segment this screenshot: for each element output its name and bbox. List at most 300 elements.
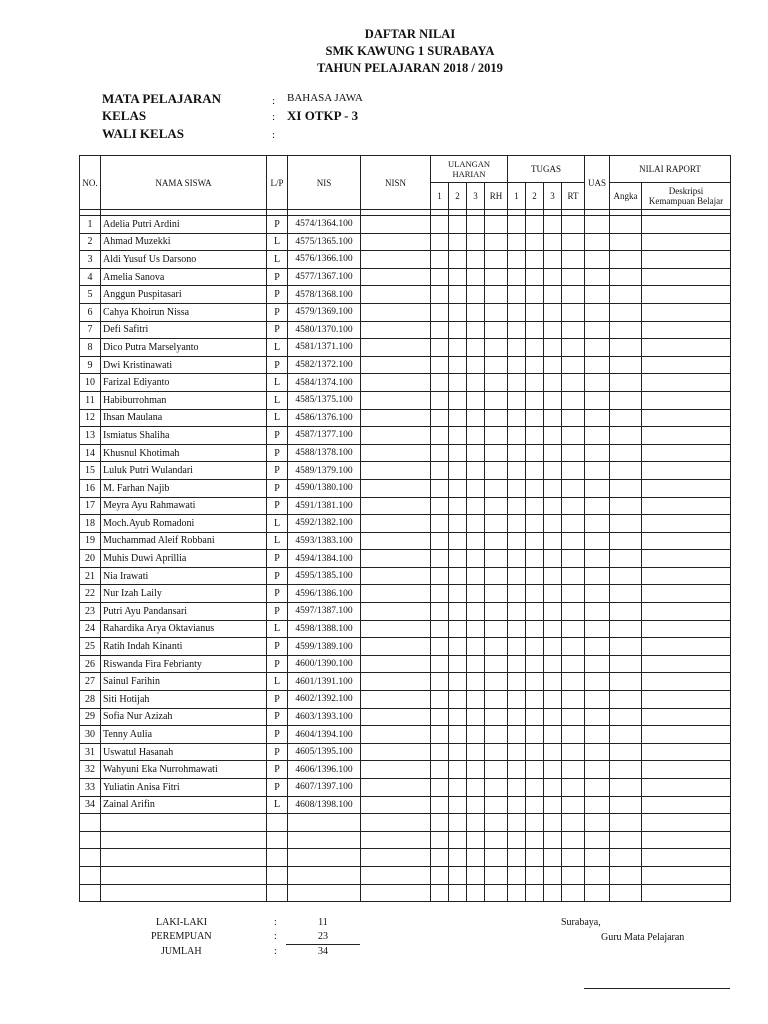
grade-cell — [526, 585, 544, 603]
grade-cell — [485, 268, 508, 286]
academic-year: TAHUN PELAJARAN 2018 / 2019 — [317, 61, 503, 75]
empty-cell — [288, 849, 361, 867]
grade-cell — [449, 427, 467, 445]
student-gender: L — [267, 391, 288, 409]
grade-cell — [467, 603, 485, 621]
grade-cell — [508, 497, 526, 515]
empty-cell — [101, 866, 267, 884]
grade-cell — [610, 462, 642, 480]
grade-cell — [526, 409, 544, 427]
grade-cell — [431, 708, 449, 726]
grade-cell — [544, 532, 562, 550]
empty-cell — [585, 849, 610, 867]
grade-cell — [467, 356, 485, 374]
empty-cell — [508, 814, 526, 832]
student-nis: 4603/1393.100 — [288, 708, 361, 726]
grade-cell — [544, 303, 562, 321]
grade-cell — [526, 391, 544, 409]
grade-cell — [449, 761, 467, 779]
grade-cell — [508, 673, 526, 691]
empty-cell — [485, 831, 508, 849]
row-number: 12 — [80, 409, 101, 427]
grade-cell — [449, 444, 467, 462]
grade-cell — [449, 462, 467, 480]
grade-cell — [562, 444, 585, 462]
table-row — [80, 444, 731, 462]
grade-cell — [361, 550, 431, 568]
student-name: Ratih Indah Kinanti — [101, 638, 267, 656]
grade-cell — [485, 726, 508, 744]
grade-cell — [526, 620, 544, 638]
table-row — [80, 303, 731, 321]
student-name: Rahardika Arya Oktavianus — [101, 620, 267, 638]
grade-cell — [585, 462, 610, 480]
sum-line — [286, 944, 360, 945]
empty-cell — [449, 866, 467, 884]
grade-cell — [449, 356, 467, 374]
student-gender: P — [267, 603, 288, 621]
grade-cell — [562, 216, 585, 234]
grade-cell — [485, 251, 508, 269]
grade-cell — [526, 603, 544, 621]
empty-cell — [288, 814, 361, 832]
grade-cell — [485, 796, 508, 814]
grade-cell — [585, 708, 610, 726]
grade-cell — [449, 691, 467, 709]
grade-cell — [544, 638, 562, 656]
student-gender: P — [267, 567, 288, 585]
student-gender: L — [267, 374, 288, 392]
empty-cell — [544, 884, 562, 902]
grade-cell — [610, 691, 642, 709]
table-row — [80, 409, 731, 427]
grade-cell — [585, 444, 610, 462]
grade-cell — [544, 374, 562, 392]
student-nis: 4598/1388.100 — [288, 620, 361, 638]
grade-cell — [544, 726, 562, 744]
empty-cell — [288, 866, 361, 884]
grade-cell — [449, 726, 467, 744]
empty-row — [80, 831, 731, 849]
grade-cell — [467, 339, 485, 357]
grade-cell — [508, 427, 526, 445]
col-name-header: NAMA SISWA — [101, 156, 267, 210]
table-row — [80, 427, 731, 445]
grade-cell — [467, 391, 485, 409]
grade-cell — [449, 321, 467, 339]
student-gender: P — [267, 479, 288, 497]
empty-cell — [449, 884, 467, 902]
grade-cell — [361, 409, 431, 427]
grade-cell — [526, 796, 544, 814]
empty-cell — [544, 831, 562, 849]
empty-cell — [526, 849, 544, 867]
grade-cell — [431, 620, 449, 638]
grade-cell — [508, 603, 526, 621]
empty-cell — [485, 814, 508, 832]
student-gender: L — [267, 796, 288, 814]
student-gender: L — [267, 233, 288, 251]
student-gender: P — [267, 321, 288, 339]
homeroom-label: WALI KELAS — [102, 126, 184, 141]
grade-cell — [449, 497, 467, 515]
grade-cell — [431, 286, 449, 304]
student-nis: 4590/1380.100 — [288, 479, 361, 497]
row-number: 25 — [80, 638, 101, 656]
table-row — [80, 673, 731, 691]
student-name: Amelia Sanova — [101, 268, 267, 286]
grade-cell — [485, 691, 508, 709]
grade-cell — [485, 356, 508, 374]
grade-cell — [361, 303, 431, 321]
grade-cell — [642, 286, 731, 304]
grade-cell — [467, 497, 485, 515]
grade-cell — [544, 268, 562, 286]
grade-cell — [526, 515, 544, 533]
grade-cell — [485, 374, 508, 392]
grade-cell — [544, 216, 562, 234]
student-nis: 4580/1370.100 — [288, 321, 361, 339]
grade-cell — [449, 567, 467, 585]
grade-cell — [585, 374, 610, 392]
student-name: Nia Irawati — [101, 567, 267, 585]
grade-cell — [467, 743, 485, 761]
empty-row — [80, 884, 731, 902]
grade-cell — [508, 708, 526, 726]
raport-angka-header: Angka — [610, 183, 642, 210]
student-nis: 4589/1379.100 — [288, 462, 361, 480]
grade-cell — [431, 391, 449, 409]
grade-cell — [467, 532, 485, 550]
row-number: 30 — [80, 726, 101, 744]
raport-desc-line2: Kemampuan Belajar — [648, 196, 724, 206]
empty-cell — [361, 831, 431, 849]
grade-cell — [361, 233, 431, 251]
grade-cell — [361, 796, 431, 814]
student-nis: 4576/1366.100 — [288, 251, 361, 269]
row-number: 18 — [80, 515, 101, 533]
grade-cell — [544, 339, 562, 357]
grade-cell — [544, 444, 562, 462]
student-gender: P — [267, 550, 288, 568]
student-nis: 4575/1365.100 — [288, 233, 361, 251]
grade-cell — [585, 726, 610, 744]
grade-cell — [449, 743, 467, 761]
student-name: Ahmad Muzekki — [101, 233, 267, 251]
grade-cell — [431, 638, 449, 656]
student-name: Defi Safitri — [101, 321, 267, 339]
col-no-header: NO. — [80, 156, 101, 210]
table-row — [80, 391, 731, 409]
empty-cell — [544, 814, 562, 832]
student-gender: P — [267, 444, 288, 462]
grade-cell — [642, 691, 731, 709]
grade-cell — [585, 497, 610, 515]
grade-cell — [544, 356, 562, 374]
grade-cell — [642, 567, 731, 585]
table-row — [80, 761, 731, 779]
class-label: KELAS — [102, 108, 147, 123]
student-nis: 4608/1398.100 — [288, 796, 361, 814]
grade-cell — [610, 743, 642, 761]
table-row — [80, 532, 731, 550]
table-row — [80, 479, 731, 497]
grade-cell — [361, 268, 431, 286]
table-row — [80, 708, 731, 726]
total-label: JUMLAH — [161, 946, 202, 957]
school-name: SMK KAWUNG 1 SURABAYA — [325, 44, 495, 58]
table-row — [80, 567, 731, 585]
grade-cell — [562, 708, 585, 726]
grade-cell — [431, 726, 449, 744]
grade-cell — [431, 796, 449, 814]
grade-cell — [361, 779, 431, 797]
grade-cell — [642, 620, 731, 638]
grade-cell — [585, 743, 610, 761]
grade-cell — [526, 708, 544, 726]
uh-sub-3: 3 — [467, 183, 485, 210]
student-gender: P — [267, 497, 288, 515]
grade-cell — [526, 216, 544, 234]
student-nis: 4607/1397.100 — [288, 779, 361, 797]
grade-cell — [642, 532, 731, 550]
row-number: 10 — [80, 374, 101, 392]
grade-cell — [485, 286, 508, 304]
signature-city: Surabaya, — [561, 917, 601, 928]
grade-cell — [431, 779, 449, 797]
grade-cell — [642, 427, 731, 445]
grade-cell — [485, 761, 508, 779]
grade-cell — [610, 356, 642, 374]
grade-cell — [361, 691, 431, 709]
table-row — [80, 550, 731, 568]
grade-cell — [508, 391, 526, 409]
grade-cell — [449, 303, 467, 321]
grade-cell — [562, 391, 585, 409]
grade-cell — [642, 268, 731, 286]
grade-cell — [485, 620, 508, 638]
grade-cell — [508, 779, 526, 797]
grade-cell — [431, 761, 449, 779]
grade-cell — [544, 462, 562, 480]
grade-cell — [610, 251, 642, 269]
grade-cell — [526, 339, 544, 357]
grade-cell — [361, 743, 431, 761]
student-name: Luluk Putri Wulandari — [101, 462, 267, 480]
male-colon: : — [274, 917, 277, 928]
empty-cell — [485, 849, 508, 867]
grade-cell — [585, 620, 610, 638]
grade-cell — [562, 796, 585, 814]
homeroom-colon: : — [272, 129, 276, 141]
grade-cell — [544, 515, 562, 533]
grade-cell — [544, 479, 562, 497]
grade-cell — [431, 356, 449, 374]
grade-cell — [526, 779, 544, 797]
grade-cell — [526, 638, 544, 656]
student-gender: P — [267, 655, 288, 673]
grade-cell — [508, 321, 526, 339]
grade-cell — [467, 515, 485, 533]
empty-cell — [80, 866, 101, 884]
empty-cell — [467, 884, 485, 902]
grade-cell — [431, 691, 449, 709]
female-colon: : — [274, 931, 277, 942]
grade-cell — [485, 515, 508, 533]
student-gender: P — [267, 286, 288, 304]
grade-cell — [449, 409, 467, 427]
grade-cell — [562, 462, 585, 480]
student-gender: P — [267, 303, 288, 321]
table-row — [80, 268, 731, 286]
total-colon: : — [274, 946, 277, 957]
empty-cell — [267, 849, 288, 867]
grade-cell — [544, 655, 562, 673]
grade-cell — [467, 268, 485, 286]
grade-cell — [485, 427, 508, 445]
grade-cell — [361, 532, 431, 550]
grade-cell — [526, 673, 544, 691]
grade-cell — [467, 427, 485, 445]
student-nis: 4597/1387.100 — [288, 603, 361, 621]
empty-cell — [508, 884, 526, 902]
grade-cell — [449, 655, 467, 673]
grade-cell — [485, 655, 508, 673]
grade-cell — [585, 356, 610, 374]
grade-cell — [431, 532, 449, 550]
grade-cell — [449, 391, 467, 409]
grade-cell — [562, 743, 585, 761]
empty-cell — [508, 849, 526, 867]
grade-cell — [485, 585, 508, 603]
student-name: Khusnul Khotimah — [101, 444, 267, 462]
empty-cell — [610, 884, 642, 902]
grade-cell — [508, 444, 526, 462]
grade-cell — [485, 532, 508, 550]
col-raport-header: NILAI RAPORT — [610, 156, 731, 183]
student-nis: 4600/1390.100 — [288, 655, 361, 673]
empty-cell — [467, 831, 485, 849]
empty-cell — [431, 884, 449, 902]
empty-cell — [562, 849, 585, 867]
grade-cell — [449, 216, 467, 234]
empty-cell — [610, 814, 642, 832]
student-nis: 4596/1386.100 — [288, 585, 361, 603]
grade-cell — [526, 444, 544, 462]
grade-cell — [562, 761, 585, 779]
grade-cell — [431, 233, 449, 251]
empty-cell — [485, 884, 508, 902]
grade-cell — [526, 761, 544, 779]
student-gender: P — [267, 462, 288, 480]
student-nis: 4605/1395.100 — [288, 743, 361, 761]
grade-cell — [610, 391, 642, 409]
grade-cell — [526, 233, 544, 251]
table-row — [80, 374, 731, 392]
student-nis: 4586/1376.100 — [288, 409, 361, 427]
grade-cell — [485, 321, 508, 339]
grade-cell — [526, 427, 544, 445]
grade-cell — [431, 567, 449, 585]
student-nis: 4601/1391.100 — [288, 673, 361, 691]
empty-cell — [449, 831, 467, 849]
grade-cell — [642, 743, 731, 761]
grade-cell — [361, 444, 431, 462]
grade-cell — [610, 673, 642, 691]
grade-cell — [544, 321, 562, 339]
raport-desc-line1: Deskripsi — [668, 186, 704, 196]
student-gender: P — [267, 427, 288, 445]
grade-cell — [544, 761, 562, 779]
grade-cell — [485, 708, 508, 726]
grade-cell — [526, 286, 544, 304]
grade-cell — [642, 550, 731, 568]
grade-cell — [526, 303, 544, 321]
grade-cell — [642, 233, 731, 251]
grade-cell — [485, 479, 508, 497]
grade-cell — [361, 339, 431, 357]
grade-cell — [485, 638, 508, 656]
grade-cell — [508, 691, 526, 709]
grade-cell — [544, 585, 562, 603]
student-name: Ismiatus Shaliha — [101, 427, 267, 445]
grade-cell — [508, 216, 526, 234]
grade-cell — [610, 620, 642, 638]
grade-cell — [610, 479, 642, 497]
grade-cell — [642, 603, 731, 621]
grade-cell — [562, 655, 585, 673]
empty-cell — [544, 866, 562, 884]
grade-cell — [610, 638, 642, 656]
grade-cell — [361, 321, 431, 339]
row-number: 26 — [80, 655, 101, 673]
empty-row — [80, 866, 731, 884]
female-label: PEREMPUAN — [151, 931, 212, 942]
grade-cell — [508, 726, 526, 744]
grade-cell — [508, 743, 526, 761]
grade-cell — [431, 427, 449, 445]
empty-cell — [544, 849, 562, 867]
grade-cell — [431, 462, 449, 480]
grade-cell — [544, 251, 562, 269]
grade-cell — [585, 673, 610, 691]
empty-cell — [562, 831, 585, 849]
grade-cell — [585, 391, 610, 409]
empty-cell — [642, 866, 731, 884]
student-gender: P — [267, 638, 288, 656]
empty-cell — [585, 814, 610, 832]
grade-cell — [642, 515, 731, 533]
grade-cell — [361, 462, 431, 480]
student-name: Yuliatin Anisa Fitri — [101, 779, 267, 797]
empty-cell — [467, 866, 485, 884]
student-name: Meyra Ayu Rahmawati — [101, 497, 267, 515]
empty-cell — [80, 849, 101, 867]
grade-cell — [467, 550, 485, 568]
grade-cell — [642, 356, 731, 374]
empty-cell — [642, 849, 731, 867]
table-row — [80, 286, 731, 304]
grade-cell — [449, 268, 467, 286]
student-nis: 4574/1364.100 — [288, 216, 361, 234]
row-number: 23 — [80, 603, 101, 621]
student-gender: L — [267, 620, 288, 638]
grade-cell — [485, 409, 508, 427]
grade-cell — [508, 339, 526, 357]
grade-cell — [467, 691, 485, 709]
grade-cell — [467, 444, 485, 462]
grade-cell — [467, 585, 485, 603]
